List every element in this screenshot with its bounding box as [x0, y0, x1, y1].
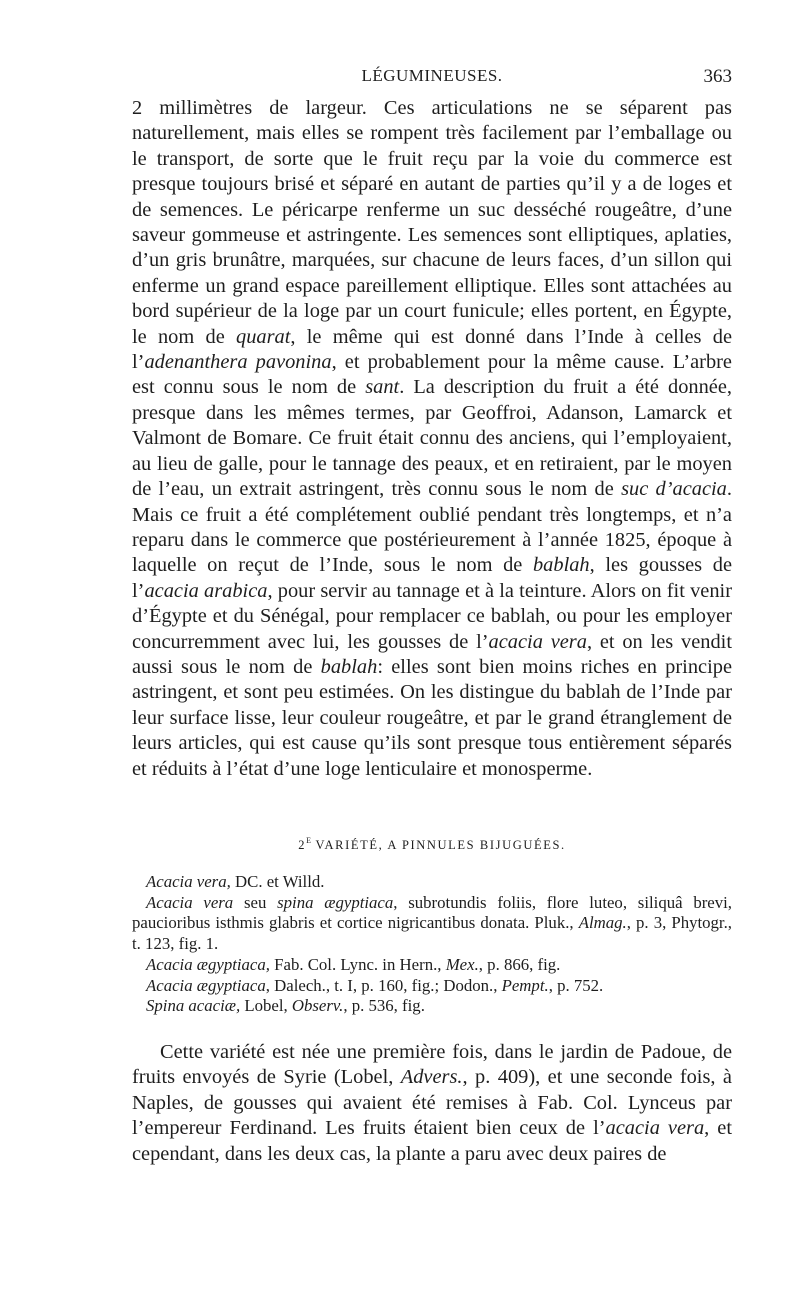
synonym-entry: Spina acaciæ, Lobel, Observ., p. 536, fig. [146, 996, 425, 1016]
paragraph-variety-origin [132, 1040, 732, 1167]
synonym-entry: Acacia vera seu spina ægyptiaca, subrotundis foliis, flore luteo, siliquâ brevi, paucioribus isthmis glabris et cortice nigricantibus donata. Pluk., Almag., p. 3, Phytogr., t. 123, fig. 1. [132, 892, 732, 954]
synonymy-list [132, 872, 732, 1017]
synonym-entry: Acacia ægyptiaca, Dalech., t. I, p. 160, fig.; Dodon., Pempt., p. 752. [146, 975, 604, 995]
paragraph-text: Cette variété est née une première fois, dans le jardin de Padoue, de fruits envoyés de Syrie (Lobel, Advers., p. 409), et une seconde fois, à Naples, de gousses qui avaient été remises à Fab. Col. Lynceus par l’empereur Ferdinand. Les fruits étaient bien ceux de l’acacia vera, et cependant, dans les deux cas, la plante a paru avec deux paires de [132, 1041, 732, 1165]
running-title: LÉGUMINEUSES. [361, 66, 503, 85]
page-header [132, 66, 732, 90]
paragraph-fruit-description [132, 96, 732, 782]
page-number: 363 [703, 66, 732, 87]
synonym-entry: Acacia ægyptiaca, Fab. Col. Lync. in Hern., Mex., p. 866, fig. [146, 954, 561, 974]
paragraph-text: 2 millimètres de largeur. Ces articulations ne se séparent pas naturellement, mais elles se rompent très facilement par l’emballage ou le transport, de sorte que le fruit reçu par la voie du commerce est presque toujours brisé et séparé en autant de parties qu’il y a de loges et de semences. Le péricarpe renferme un suc desséché rougeâtre, d’une saveur gommeuse et astringente. Les semences sont elliptiques, aplaties, d’un gris brunâtre, marquées, sur chacune de leurs faces, d’un sillon qui enferme un grand espace pareillement elliptique. Elles sont attachées au bord supérieur de la loge par un court funicule; elles portent, en Égypte, le nom de quarat, le même qui est donné dans l’Inde à celles de l’adenanthera pavonina, et probablement pour la même cause. L’arbre est connu sous le nom de sant. La description du fruit a été donnée, presque dans les mêmes termes, par Geoffroi, Adanson, Lamarck et Valmont de Bomare. Ce fruit était connu des anciens, qui l’employaient, au lieu de galle, pour le tannage des peaux, et en retiraient, par le moyen de l’eau, un extrait astringent, très connu sous le nom de suc d’acacia. Mais ce fruit a été complétement oublié pendant très longtemps, et n’a reparu dans le commerce que postérieurement à l’année 1825, époque à laquelle on reçut de l’Inde, sous le nom de bablah, les gousses de l’acacia arabica, pour servir au tannage et à la teinture. Alors on fit venir d’Égypte et du Sénégal, pour remplacer ce bablah, ou pour les employer concurremment avec lui, les gousses de l’acacia vera, et on les vendit aussi sous le nom de bablah: elles sont bien moins riches en principe astringent, et sont peu estimées. On les distingue du bablah de l’Inde par leur surface lisse, leur couleur rougeâtre, et par le grand étranglement de leurs articles, qui est cause qu’ils sont presque tous entièrement séparés et réduits à l’état d’une loge lenticulaire et monosperme. [132, 97, 733, 780]
synonym-entry: Acacia vera, DC. et Willd. [146, 872, 325, 891]
section-heading: $2^E$ VARIÉTÉ, A PINNULES BIJUGUÉES. [298, 836, 566, 852]
